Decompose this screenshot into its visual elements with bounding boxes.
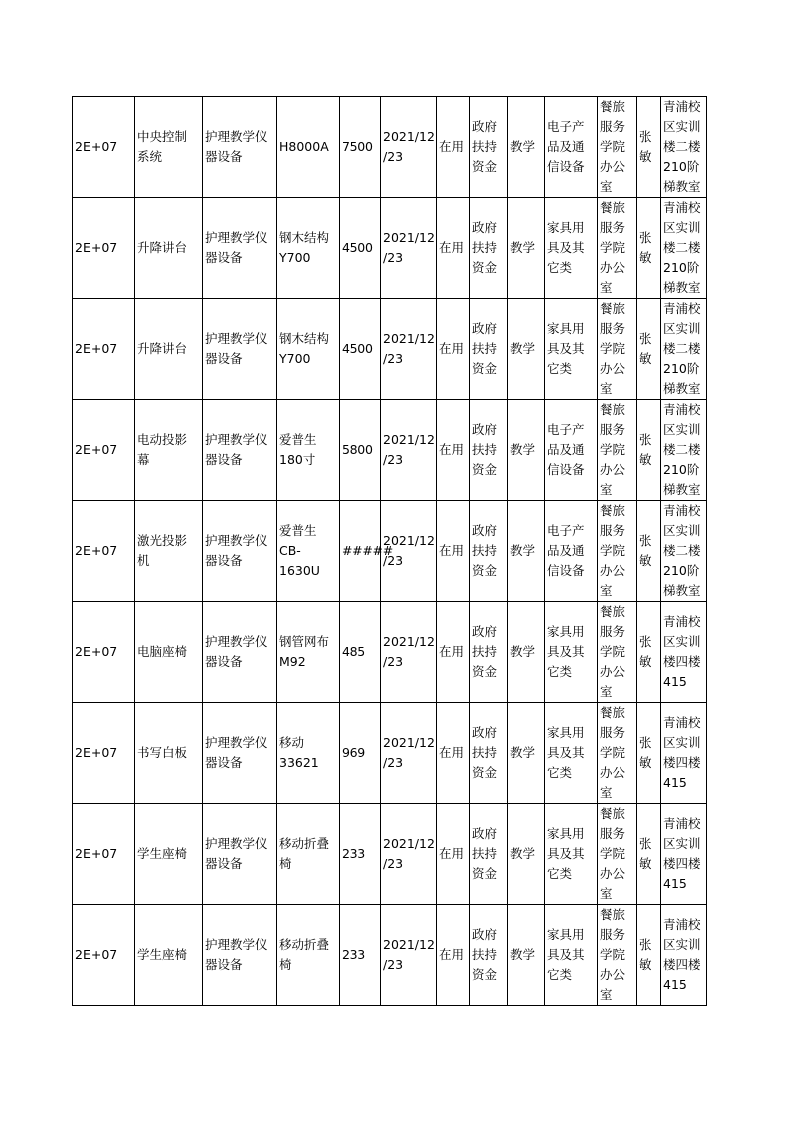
- date-cell: 2021/12 /23: [381, 602, 437, 703]
- status-cell: 在用: [437, 299, 470, 400]
- department-cell: 餐旅 服务 学院 办公 室: [598, 97, 637, 198]
- department-cell: 餐旅 服务 学院 办公 室: [598, 501, 637, 602]
- price-cell: 4500: [340, 299, 381, 400]
- department-cell: 餐旅 服务 学院 办公 室: [598, 602, 637, 703]
- custodian-cell: 张 敏: [637, 602, 661, 703]
- price-cell: 7500: [340, 97, 381, 198]
- table-row: [73, 97, 707, 198]
- date-cell: 2021/12 /23: [381, 703, 437, 804]
- fund-source-cell: 政府 扶持 资金: [470, 804, 508, 905]
- table-row: [73, 501, 707, 602]
- status-cell: 在用: [437, 501, 470, 602]
- class-cell: 家具用 具及其 它类: [545, 602, 598, 703]
- department-cell: 餐旅 服务 学院 办公 室: [598, 905, 637, 1006]
- asset-name-cell: 激光投影 机: [135, 501, 203, 602]
- location-cell: 青浦校 区实训 楼四楼 415: [661, 602, 707, 703]
- date-cell: 2021/12 /23: [381, 501, 437, 602]
- category-cell: 护理教学仪 器设备: [203, 905, 277, 1006]
- class-cell: 电子产 品及通 信设备: [545, 400, 598, 501]
- asset-code-cell: 2E+07: [73, 905, 135, 1006]
- model-cell: 移动折叠 椅: [277, 804, 340, 905]
- custodian-cell: 张 敏: [637, 198, 661, 299]
- custodian-cell: 张 敏: [637, 804, 661, 905]
- custodian-cell: 张 敏: [637, 97, 661, 198]
- model-cell: 钢木结构 Y700: [277, 198, 340, 299]
- usage-cell: 教学: [508, 804, 545, 905]
- class-cell: 电子产 品及通 信设备: [545, 97, 598, 198]
- asset-name-cell: 升降讲台: [135, 299, 203, 400]
- usage-cell: 教学: [508, 703, 545, 804]
- asset-code-cell: 2E+07: [73, 703, 135, 804]
- usage-cell: 教学: [508, 905, 545, 1006]
- price-cell: #####: [340, 501, 381, 602]
- category-cell: 护理教学仪 器设备: [203, 97, 277, 198]
- class-cell: 家具用 具及其 它类: [545, 198, 598, 299]
- model-cell: 钢管网布 M92: [277, 602, 340, 703]
- category-cell: 护理教学仪 器设备: [203, 804, 277, 905]
- category-cell: 护理教学仪 器设备: [203, 198, 277, 299]
- asset-code-cell: 2E+07: [73, 299, 135, 400]
- department-cell: 餐旅 服务 学院 办公 室: [598, 400, 637, 501]
- table-row: [73, 905, 707, 1006]
- class-cell: 家具用 具及其 它类: [545, 299, 598, 400]
- fund-source-cell: 政府 扶持 资金: [470, 703, 508, 804]
- custodian-cell: 张 敏: [637, 400, 661, 501]
- class-cell: 家具用 具及其 它类: [545, 905, 598, 1006]
- location-cell: 青浦校 区实训 楼四楼 415: [661, 703, 707, 804]
- model-cell: H8000A: [277, 97, 340, 198]
- asset-name-cell: 电动投影 幕: [135, 400, 203, 501]
- usage-cell: 教学: [508, 400, 545, 501]
- location-cell: 青浦校 区实训 楼二楼 210阶 梯教室: [661, 299, 707, 400]
- status-cell: 在用: [437, 804, 470, 905]
- usage-cell: 教学: [508, 198, 545, 299]
- fund-source-cell: 政府 扶持 资金: [470, 501, 508, 602]
- asset-name-cell: 学生座椅: [135, 804, 203, 905]
- asset-name-cell: 学生座椅: [135, 905, 203, 1006]
- price-cell: 4500: [340, 198, 381, 299]
- asset-code-cell: 2E+07: [73, 804, 135, 905]
- status-cell: 在用: [437, 400, 470, 501]
- price-cell: 485: [340, 602, 381, 703]
- date-cell: 2021/12 /23: [381, 97, 437, 198]
- asset-code-cell: 2E+07: [73, 602, 135, 703]
- custodian-cell: 张 敏: [637, 703, 661, 804]
- table-row: [73, 198, 707, 299]
- fund-source-cell: 政府 扶持 资金: [470, 905, 508, 1006]
- status-cell: 在用: [437, 703, 470, 804]
- asset-name-cell: 电脑座椅: [135, 602, 203, 703]
- fund-source-cell: 政府 扶持 资金: [470, 400, 508, 501]
- status-cell: 在用: [437, 198, 470, 299]
- category-cell: 护理教学仪 器设备: [203, 703, 277, 804]
- fund-source-cell: 政府 扶持 资金: [470, 198, 508, 299]
- model-cell: 爱普生 180寸: [277, 400, 340, 501]
- class-cell: 家具用 具及其 它类: [545, 703, 598, 804]
- custodian-cell: 张 敏: [637, 905, 661, 1006]
- price-cell: 5800: [340, 400, 381, 501]
- table-row: [73, 703, 707, 804]
- category-cell: 护理教学仪 器设备: [203, 299, 277, 400]
- date-cell: 2021/12 /23: [381, 400, 437, 501]
- model-cell: 移动折叠 椅: [277, 905, 340, 1006]
- location-cell: 青浦校 区实训 楼二楼 210阶 梯教室: [661, 400, 707, 501]
- fund-source-cell: 政府 扶持 资金: [470, 602, 508, 703]
- custodian-cell: 张 敏: [637, 299, 661, 400]
- date-cell: 2021/12 /23: [381, 198, 437, 299]
- location-cell: 青浦校 区实训 楼二楼 210阶 梯教室: [661, 97, 707, 198]
- asset-code-cell: 2E+07: [73, 501, 135, 602]
- usage-cell: 教学: [508, 299, 545, 400]
- price-cell: 969: [340, 703, 381, 804]
- table-row: [73, 804, 707, 905]
- location-cell: 青浦校 区实训 楼二楼 210阶 梯教室: [661, 198, 707, 299]
- usage-cell: 教学: [508, 501, 545, 602]
- asset-code-cell: 2E+07: [73, 97, 135, 198]
- department-cell: 餐旅 服务 学院 办公 室: [598, 703, 637, 804]
- table-row: [73, 400, 707, 501]
- date-cell: 2021/12 /23: [381, 804, 437, 905]
- asset-name-cell: 升降讲台: [135, 198, 203, 299]
- price-cell: 233: [340, 804, 381, 905]
- asset-code-cell: 2E+07: [73, 400, 135, 501]
- asset-table: [72, 96, 707, 1006]
- category-cell: 护理教学仪 器设备: [203, 501, 277, 602]
- model-cell: 移动 33621: [277, 703, 340, 804]
- usage-cell: 教学: [508, 97, 545, 198]
- department-cell: 餐旅 服务 学院 办公 室: [598, 299, 637, 400]
- status-cell: 在用: [437, 905, 470, 1006]
- table-row: [73, 299, 707, 400]
- asset-name-cell: 中央控制 系统: [135, 97, 203, 198]
- price-cell: 233: [340, 905, 381, 1006]
- class-cell: 电子产 品及通 信设备: [545, 501, 598, 602]
- category-cell: 护理教学仪 器设备: [203, 602, 277, 703]
- fund-source-cell: 政府 扶持 资金: [470, 299, 508, 400]
- location-cell: 青浦校 区实训 楼四楼 415: [661, 804, 707, 905]
- location-cell: 青浦校 区实训 楼四楼 415: [661, 905, 707, 1006]
- table-row: [73, 602, 707, 703]
- department-cell: 餐旅 服务 学院 办公 室: [598, 198, 637, 299]
- model-cell: 爱普生 CB- 1630U: [277, 501, 340, 602]
- model-cell: 钢木结构 Y700: [277, 299, 340, 400]
- asset-code-cell: 2E+07: [73, 198, 135, 299]
- date-cell: 2021/12 /23: [381, 905, 437, 1006]
- asset-name-cell: 书写白板: [135, 703, 203, 804]
- status-cell: 在用: [437, 97, 470, 198]
- date-cell: 2021/12 /23: [381, 299, 437, 400]
- fund-source-cell: 政府 扶持 资金: [470, 97, 508, 198]
- status-cell: 在用: [437, 602, 470, 703]
- class-cell: 家具用 具及其 它类: [545, 804, 598, 905]
- category-cell: 护理教学仪 器设备: [203, 400, 277, 501]
- table-body: [73, 97, 707, 1006]
- custodian-cell: 张 敏: [637, 501, 661, 602]
- usage-cell: 教学: [508, 602, 545, 703]
- department-cell: 餐旅 服务 学院 办公 室: [598, 804, 637, 905]
- location-cell: 青浦校 区实训 楼二楼 210阶 梯教室: [661, 501, 707, 602]
